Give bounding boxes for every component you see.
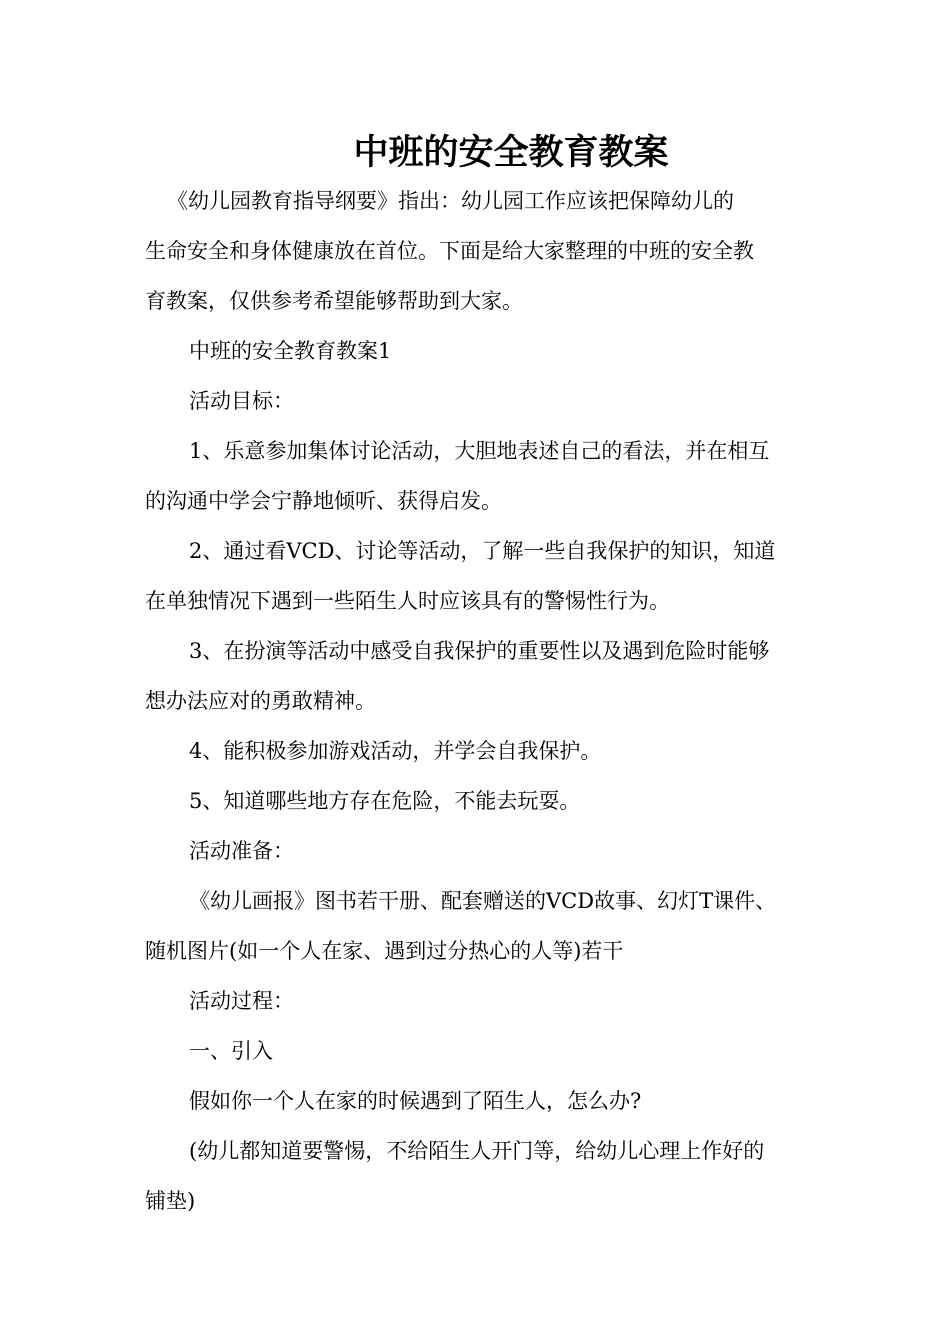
paragraph-line: 2、通过看VCD、讨论等活动，了解一些自我保护的知识，知道: [189, 539, 776, 563]
text-paragraph: [145, 1126, 813, 1226]
paragraph-line: 铺垫): [145, 1189, 196, 1213]
intro-paragraph: [145, 176, 813, 326]
section-heading: 活动目标：: [189, 389, 294, 413]
document-title: 中班的安全教育教案: [353, 132, 669, 173]
paragraph-line: 的沟通中学会宁静地倾听、获得启发。: [145, 489, 502, 513]
section-heading: 一、引入: [189, 1039, 273, 1063]
paragraph-line: 《幼儿园教育指导纲要》指出：幼儿园工作应该把保障幼儿的: [167, 189, 734, 213]
paragraph-line: 育教案，仅供参考希望能够帮助到大家。: [145, 289, 523, 313]
paragraph-line: 1、乐意参加集体讨论活动，大胆地表述自己的看法，并在相互: [189, 439, 770, 463]
section-heading: 中班的安全教育教案1: [189, 339, 392, 363]
paragraph-line: 想办法应对的勇敢精神。: [145, 689, 376, 713]
text-paragraph: 假如你一个人在家的时候遇到了陌生人，怎么办?: [189, 1089, 642, 1113]
list-item: [145, 426, 813, 526]
paragraph-line: 随机图片(如一个人在家、遇到过分热心的人等)若干: [145, 939, 624, 963]
paragraph-line: 生命安全和身体健康放在首位。下面是给大家整理的中班的安全教: [145, 239, 754, 263]
list-item: [145, 526, 813, 626]
paragraph-line: 3、在扮演等活动中感受自我保护的重要性以及遇到危险时能够: [189, 639, 770, 663]
paragraph-line: 《幼儿画报》图书若干册、配套赠送的VCD故事、幻灯T课件、: [189, 889, 777, 913]
paragraph-line: (幼儿都知道要警惕，不给陌生人开门等，给幼儿心理上作好的: [189, 1139, 765, 1163]
paragraph-line: 在单独情况下遇到一些陌生人时应该具有的警惕性行为。: [145, 589, 670, 613]
section-heading: 活动过程：: [189, 989, 294, 1013]
list-item: 4、能积极参加游戏活动，并学会自我保护。: [189, 739, 602, 763]
document-body: [145, 176, 813, 1226]
list-item: 5、知道哪些地方存在危险，不能去玩耍。: [189, 789, 581, 813]
section-heading: 活动准备：: [189, 839, 294, 863]
text-paragraph: [145, 876, 813, 976]
list-item: [145, 626, 813, 726]
